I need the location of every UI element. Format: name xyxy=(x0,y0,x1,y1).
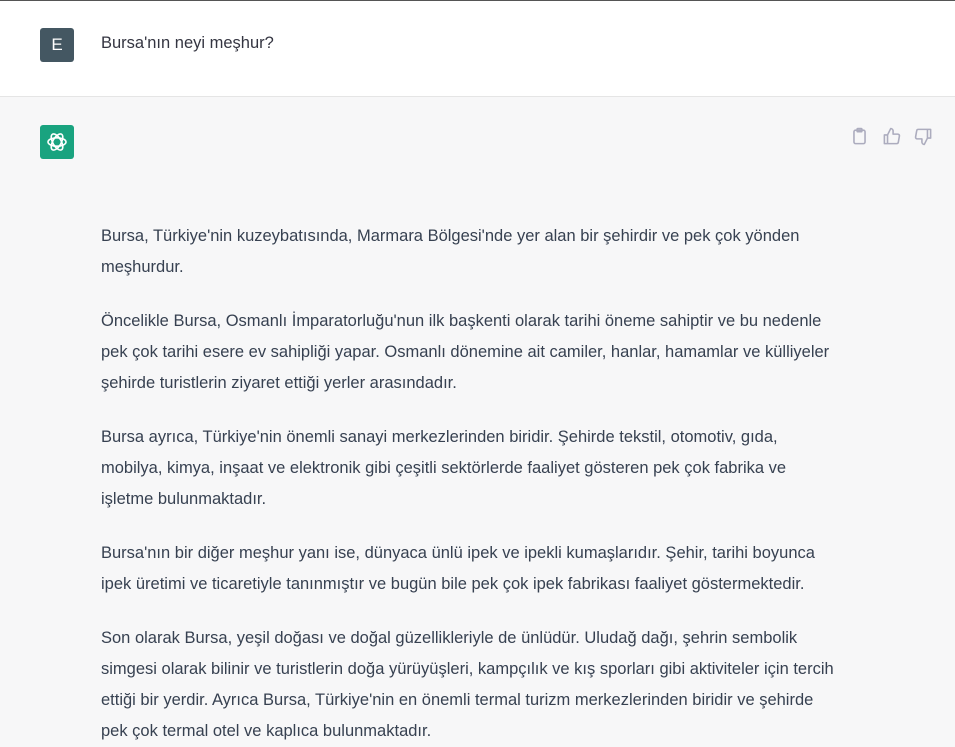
openai-logo-icon xyxy=(40,125,74,159)
paragraph: Bursa'nın bir diğer meşhur yanı ise, dünyaca ünlü ipek ve ipekli kumaşlarıdır. Şehir, tarihi boyunca ipek üretimi ve ticaretiyle tanınmıştır ve bugün bile pek çok ipek fabrikası faaliyet göstermektedir. xyxy=(101,544,815,593)
user-message: Bursa'nın neyi meşhur? xyxy=(101,34,274,52)
paragraph: Öncelikle Bursa, Osmanlı İmparatorluğu'nun ilk başkenti olarak tarihi öneme sahiptir ve bu nedenle pek çok tarihi esere ev sahipliği yapar. Osmanlı dönemine ait camiler, hanlar, hamamlar ve külliyeler şehirde turistlerin ziyaret ettiği yerler arasındadır. xyxy=(101,312,830,392)
paragraph: Son olarak Bursa, yeşil doğası ve doğal güzellikleriyle de ünlüdür. Uludağ dağı, şehrin sembolik simgesi olarak bilinir ve turistlerin doğa yürüyüşleri, kampçılık ve kış sporları gibi aktiviteler için tercih ettiği bir yerdir. Ayrıca Bursa, Türkiye'nin en önemli termal turizm merkezlerinden biridir ve şehirde pek çok termal otel ve kaplıca bulunmaktadır. xyxy=(101,629,834,740)
user-avatar: E xyxy=(40,28,74,62)
assistant-message-row xyxy=(0,97,955,747)
thumbs-up-icon[interactable] xyxy=(882,127,901,146)
thumbs-down-icon[interactable] xyxy=(914,127,933,146)
paragraph: Bursa ayrıca, Türkiye'nin önemli sanayi merkezlerinden biridir. Şehirde tekstil, otomotiv, gıda, mobilya, kimya, inşaat ve elektronik gibi çeşitli sektörlerde faaliyet gösteren pek çok fabrika ve işletme bulunmaktadır. xyxy=(101,428,787,508)
user-message-row xyxy=(0,1,955,97)
assistant-message xyxy=(101,221,841,747)
message-actions xyxy=(850,127,933,146)
paragraph: Bursa, Türkiye'nin kuzeybatısında, Marmara Bölgesi'nde yer alan bir şehirdir ve pek çok yönden meşhurdur. xyxy=(101,227,800,276)
copy-clipboard-icon[interactable] xyxy=(850,127,869,146)
